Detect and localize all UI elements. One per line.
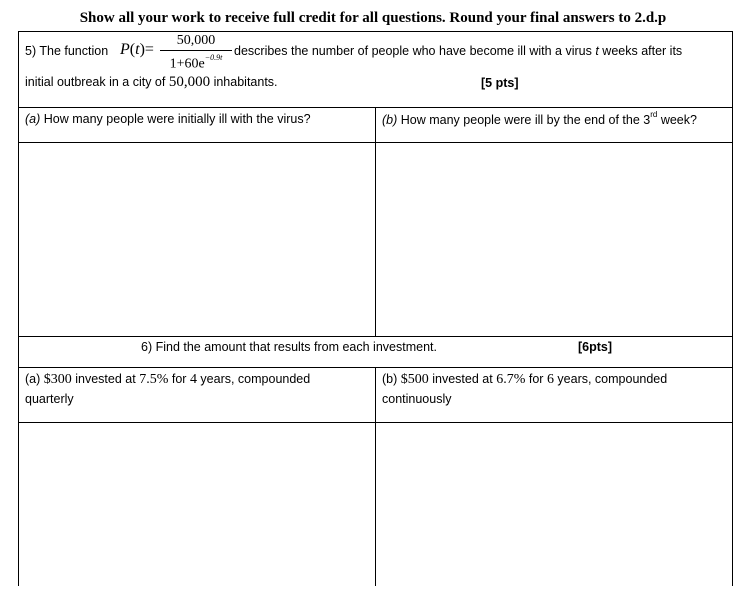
q6-b-rate: 6.7% [496,372,526,387]
q6-a-label: (a) [25,372,41,386]
q5-line2-b: inhabitants. [213,75,278,89]
row-divider-q6-header [18,336,733,337]
q5-population: 50,000 [168,74,211,90]
q6-b-amount: $500 [400,372,429,387]
q5-part-a-label: (a) [25,112,41,126]
den-base: 1+60e [169,56,205,72]
q6-part-a-line2: quarterly [25,392,74,406]
q5-text-end: weeks after its [602,44,683,58]
q5-line2 [25,74,278,91]
fraction-bar [160,50,232,51]
q5-part-b-end: week? [660,113,697,128]
col-divider-q5 [375,107,376,336]
q5-part-b-text: How many people were ill by the end of the 3 [400,113,651,128]
q6-a-amount: $300 [43,372,72,387]
q6-b-years-num: 6 [546,372,554,387]
q6-b-label: (b) [382,372,398,386]
border-top [18,31,733,32]
q5-points: [5 pts] [481,76,519,90]
q5-lead: 5) The function [25,44,109,58]
q5-part-b [382,112,697,127]
q6-points: [6pts] [578,340,613,354]
q5-part-b-label: (b) [382,113,398,128]
fraction-numerator: 50,000 [176,33,216,48]
q5-part-a-text: How many people were initially ill with the virus? [43,112,311,126]
q6-a-years-num: 4 [189,372,197,387]
q6-b-years: years, compounded [557,372,668,386]
instructions-title: Show all your work to receive full credit for all questions. Round your final answers to 2.d.p [79,10,667,26]
q6-part-a [25,372,310,388]
border-right [732,31,733,586]
q5-fraction [160,33,232,73]
den-exponent: −0.9t [204,53,223,62]
col-divider-q6 [375,367,376,586]
q5-part-b-sup: rd [650,110,658,119]
q6-part-b [382,372,667,388]
q5-var-t: t [595,44,599,58]
equals-sign: = [144,41,154,58]
func-name: P [120,41,130,58]
q5-function-lhs: P(t)= [120,41,154,58]
q6-a-years: years, compounded [200,372,311,386]
q6-b-invested: invested at [432,372,493,386]
q6-a-rate: 7.5% [139,372,169,387]
q6-part-b-line2: continuously [382,392,452,406]
q6-a-for: for [171,372,187,386]
q6-lead: 6) Find the amount that results from each investment. [141,340,437,354]
q5-text-after: describes the number of people who have become ill with a virus [234,44,592,58]
fraction-denominator [160,52,232,73]
q5-description [234,44,682,58]
func-var: t [135,41,140,58]
border-left [18,31,19,586]
q6-b-for: for [528,372,544,386]
q6-a-invested: invested at [75,372,136,386]
q5-line2-a: initial outbreak in a city of [25,75,166,89]
q5-part-a [25,112,311,126]
